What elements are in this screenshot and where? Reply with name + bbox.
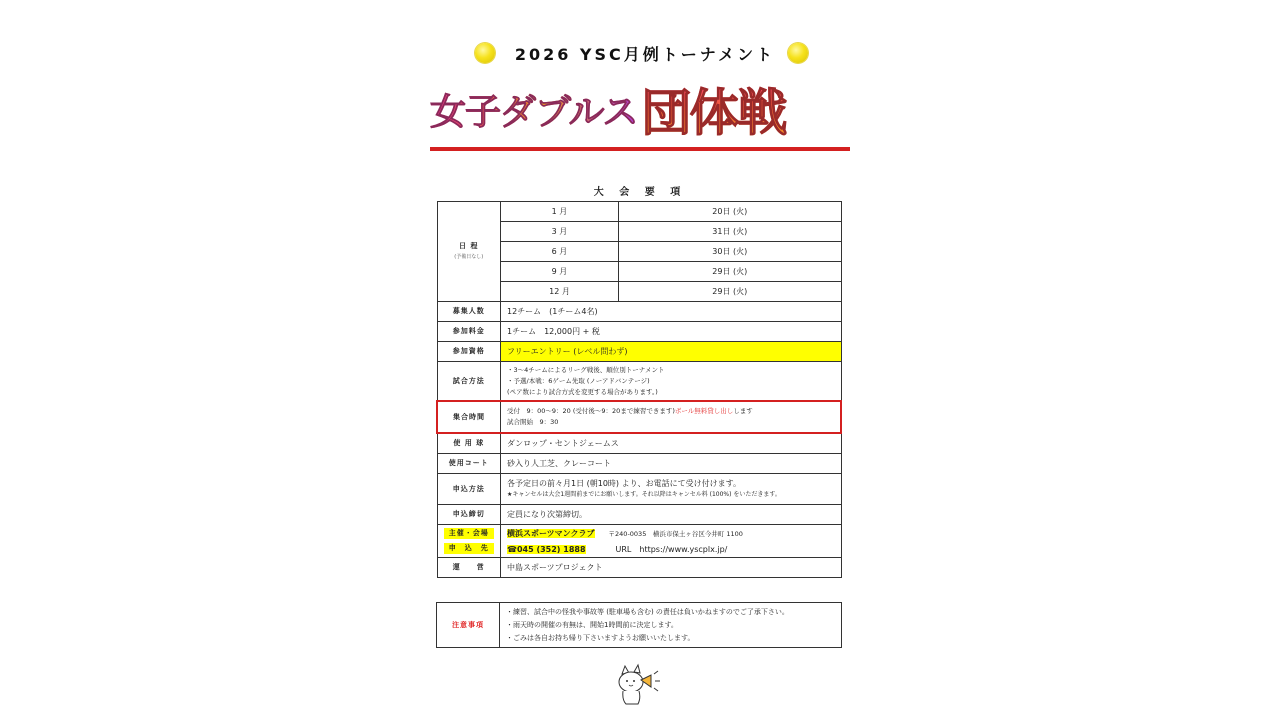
fee-row <box>437 322 841 342</box>
notes-value <box>500 603 842 648</box>
schedule-sublabel: (予備日なし) <box>454 253 484 260</box>
schedule-month: 9 月 <box>501 262 619 282</box>
schedule-month: 1 月 <box>501 202 619 222</box>
notes-table <box>436 602 842 648</box>
schedule-day: 29日 (火) <box>619 282 842 302</box>
note-line: ・雨天時の開催の有無は、開始1時間前に決定します。 <box>506 620 678 629</box>
host-value <box>501 525 842 558</box>
ball-label: 使 用 球 <box>437 433 501 454</box>
fee-label: 参加料金 <box>437 322 501 342</box>
gathering-reception-text: 受付 9：00～9：20 (受付後～9：20まで練習できます) <box>507 407 675 415</box>
operator-value: 中島スポーツプロジェクト <box>501 558 842 578</box>
schedule-day: 30日 (火) <box>619 242 842 262</box>
qualification-value: フリーエントリー (レベル問わず) <box>501 342 842 362</box>
tennis-ball-icon-left <box>475 43 495 63</box>
deadline-value: 定員になり次第締切。 <box>501 505 842 525</box>
recruit-value: 12チーム (1チーム4名) <box>501 302 842 322</box>
format-line: ・3～4チームによるリーグ戦後、順位別トーナメント <box>507 365 665 374</box>
court-row <box>437 454 841 474</box>
schedule-month: 6 月 <box>501 242 619 262</box>
schedule-row <box>437 202 841 222</box>
apply-method-value <box>501 474 842 505</box>
host-label-cell <box>437 525 501 558</box>
section-title: 大 会 要 項 <box>593 187 687 198</box>
deadline-label: 申込締切 <box>437 505 501 525</box>
host-line-1 <box>507 528 835 540</box>
apply-method-line: 各予定日の前々月1日 (朝10時) より、お電話にて受け付けます。 <box>507 479 741 488</box>
event-series-title: 2026 YSC月例トーナメント <box>514 45 776 64</box>
tournament-details-table <box>436 201 842 578</box>
note-line: ・練習、試合中の怪我や事故等 (駐車場も含む) の責任は負いかねますのでご了承下さい。 <box>506 607 789 616</box>
fee-value: 1チーム 12,000円 + 税 <box>501 322 842 342</box>
deadline-row <box>437 505 841 525</box>
host-label: 主催・会場 <box>444 528 495 539</box>
gathering-tail-text: します <box>733 407 753 415</box>
event-title <box>430 74 855 144</box>
notes-label: 注意事項 <box>437 603 500 648</box>
ball-value: ダンロップ・セントジェームス <box>501 433 842 454</box>
gathering-line-1 <box>507 406 834 417</box>
operator-row <box>437 558 841 578</box>
recruit-label: 募集人数 <box>437 302 501 322</box>
ball-row <box>437 433 841 454</box>
gathering-row <box>437 401 841 433</box>
qualification-row <box>437 342 841 362</box>
recruit-row <box>437 302 841 322</box>
club-phone: ☎045 (352) 1888 <box>507 544 586 554</box>
host-line-2 <box>507 544 835 555</box>
note-line: ・ごみは各自お持ち帰り下さいますようお願いいたします。 <box>506 633 695 642</box>
apply-to-label: 申 込 先 <box>444 543 495 554</box>
apply-method-label: 申込方法 <box>437 474 501 505</box>
format-label: 試合方法 <box>437 362 501 402</box>
format-row <box>437 362 841 402</box>
format-value <box>501 362 842 402</box>
court-label: 使用コート <box>437 454 501 474</box>
qualification-label: 参加資格 <box>437 342 501 362</box>
title-underline <box>430 147 850 151</box>
cancel-policy-line: ★キャンセルは大会1週間前までにお願いします。それ以降はキャンセル料 (100%) をいただきます。 <box>507 491 781 498</box>
schedule-label: 日 程 <box>459 241 479 250</box>
club-name: 横浜スポーツマンクラブ <box>507 528 595 538</box>
format-line: ・予選/本戦：6ゲーム先取 (ノーアドバンテージ) <box>507 376 650 385</box>
cat-megaphone-icon <box>614 662 662 706</box>
format-line: (ペア数により試合方式を変更する場合があります。) <box>507 387 658 396</box>
club-url[interactable]: URL https://www.yscplx.jp/ <box>615 544 728 554</box>
schedule-day: 20日 (火) <box>619 202 842 222</box>
schedule-month: 12 月 <box>501 282 619 302</box>
tennis-ball-icon-right <box>788 43 808 63</box>
event-title-prefix: 女子ダブルス <box>430 84 637 135</box>
event-title-main: 団体戦 <box>641 73 785 145</box>
schedule-day: 31日 (火) <box>619 222 842 242</box>
court-value: 砂入り人工芝、クレーコート <box>501 454 842 474</box>
notes-row <box>437 603 842 648</box>
ball-rental-note: ボール無料貸し出し <box>674 407 734 415</box>
gathering-line-2: 試合開始 9：30 <box>507 418 559 426</box>
schedule-label-cell <box>437 202 501 302</box>
apply-method-row <box>437 474 841 505</box>
club-address: 〒240-0035 横浜市保土ヶ谷区今井町 1100 <box>608 529 743 538</box>
schedule-day: 29日 (火) <box>619 262 842 282</box>
schedule-month: 3 月 <box>501 222 619 242</box>
host-row <box>437 525 841 558</box>
gathering-value <box>501 401 842 433</box>
gathering-label: 集合時間 <box>437 401 501 433</box>
operator-label: 運 営 <box>437 558 501 578</box>
